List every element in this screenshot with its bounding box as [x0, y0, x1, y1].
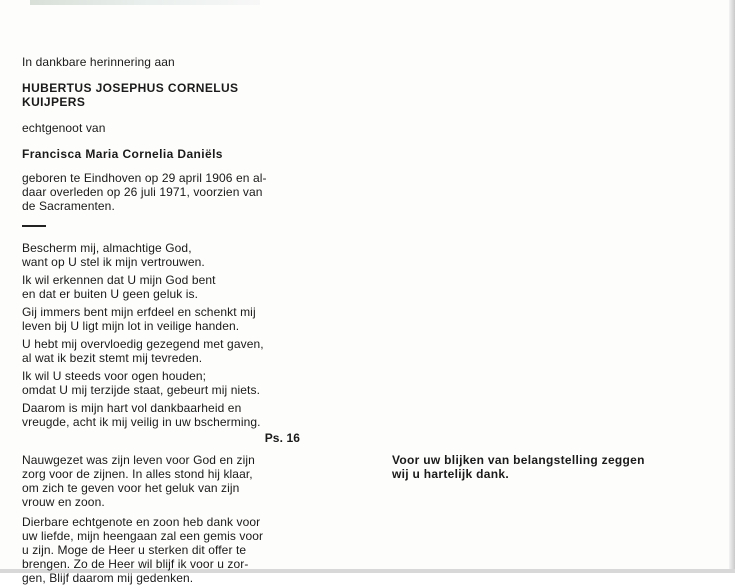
tribute-line: zorg voor de zijnen. In alles stond hij klaar,: [22, 467, 253, 481]
deceased-name: HUBERTUS JOSEPHUS CORNELUS KUIJPERS: [22, 81, 239, 109]
section-divider: [22, 225, 46, 227]
bio-line: geboren te Eindhoven op 29 april 1906 en al-: [22, 171, 267, 185]
psalm-line: vreugde, acht ik mij veilig in uw bscherming.: [22, 415, 261, 429]
farewell-line: u zijn. Moge de Heer u sterken dit offer te: [22, 543, 247, 557]
psalm-line: omdat U mij terzijde staat, gebeurt mij niets.: [22, 383, 261, 397]
bio-paragraph: [22, 171, 302, 213]
tribute-line: om zich te geven voor het geluk van zijn: [22, 481, 240, 495]
card-right-edge: [729, 0, 735, 573]
thanks-note: [392, 453, 674, 481]
left-column: [22, 55, 302, 585]
farewell-paragraph: [22, 515, 302, 585]
spouse-intro: echtgenoot van: [22, 121, 106, 135]
tribute-line: vrouw en zoon.: [22, 495, 105, 509]
top-edge-smudge: [30, 0, 260, 5]
spouse-name: Francisca Maria Cornelia Daniëls: [22, 147, 223, 161]
bio-line: daar overleden op 26 juli 1971, voorzien van: [22, 185, 263, 199]
farewell-line: gen, Blijf daarom mij gedenken.: [22, 571, 194, 585]
farewell-line: brengen. Zo de Heer wil blijf ik voor u zor-: [22, 557, 249, 571]
psalm-line: Ik wil erkennen dat U mijn God bent: [22, 273, 216, 287]
psalm-line: leven bij U ligt mijn lot in veilige handen.: [22, 319, 240, 333]
psalm-line: want op U stel ik mijn vertrouwen.: [22, 255, 205, 269]
psalm-reference: Ps. 16: [264, 431, 300, 445]
tribute-paragraph: [22, 453, 302, 509]
psalm-line: Bescherm mij, almachtige God,: [22, 241, 192, 255]
intro-text: In dankbare herinnering aan: [22, 55, 175, 69]
psalm-line: en dat er buiten U geen geluk is.: [22, 287, 199, 301]
thanks-line: wij u hartelijk dank.: [392, 467, 509, 481]
psalm-line: al wat ik bezit stemt mij tevreden.: [22, 351, 203, 365]
psalm-line: Ik wil U steeds voor ogen houden;: [22, 369, 207, 383]
psalm-line: U hebt mij overvloedig gezegend met gaven,: [22, 337, 264, 351]
psalm-line: Gij immers bent mijn erfdeel en schenkt mij: [22, 305, 256, 319]
psalm-line: Daarom is mijn hart vol dankbaarheid en: [22, 401, 242, 415]
farewell-line: Dierbare echtgenote en zoon heb dank voor: [22, 515, 261, 529]
thanks-line: Voor uw blijken van belangstelling zeggen: [392, 453, 645, 467]
tribute-line: Nauwgezet was zijn leven voor God en zijn: [22, 453, 255, 467]
bio-line: de Sacramenten.: [22, 199, 115, 213]
farewell-line: uw liefde, mijn heengaan zal een gemis voor: [22, 529, 264, 543]
psalm-text: [22, 241, 302, 445]
